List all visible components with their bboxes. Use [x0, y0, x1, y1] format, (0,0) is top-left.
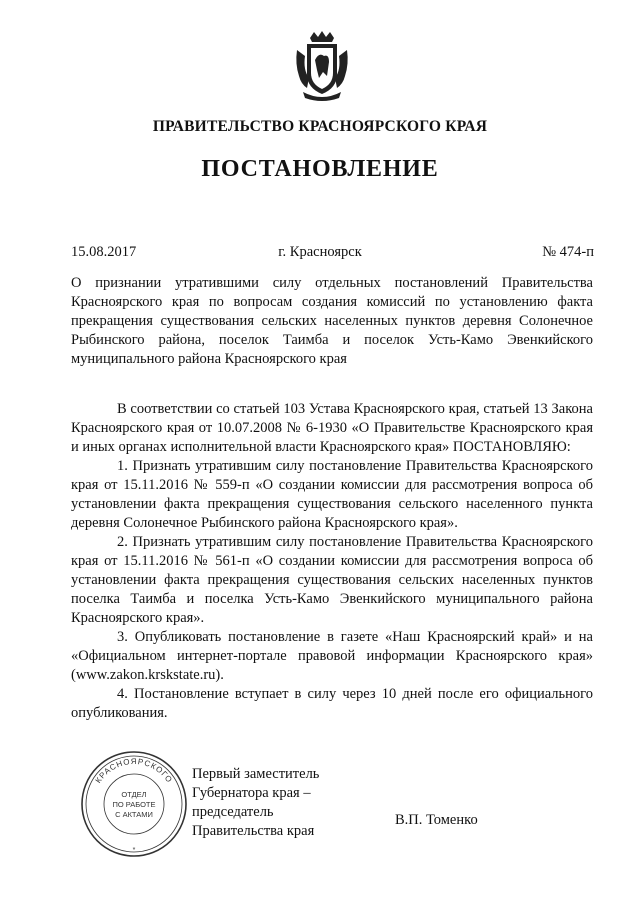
signatory-position — [192, 765, 319, 841]
svg-text:*: * — [132, 847, 136, 854]
signatory-position-line-2: Губернатора края – — [192, 785, 311, 801]
document-type-title: ПОСТАНОВЛЕНИЕ — [201, 156, 439, 182]
body-paragraph-item-2: 2. Признать утратившим силу постановление Правительства Красноярского края от 15.11.2016 № 561-п «О создании комиссии для рассмотрения вопроса об установлении факта прекращения существования сельских населенных пунктов поселка Таимба и поселка Усть-Камо Эвенкийского муниципального района Красноярского края». — [71, 534, 593, 626]
document-body — [71, 400, 593, 723]
government-name: ПРАВИТЕЛЬСТВО КРАСНОЯРСКОГО КРАЯ — [152, 118, 488, 135]
signatory-position-line-1: Первый заместитель — [192, 766, 320, 782]
document-date: 15.08.2017 — [71, 244, 137, 260]
body-paragraph-item-3: 3. Опубликовать постановление в газете «Наш Красноярский край» и на «Официальном интернет-портале правовой информации Красноярского края» (www.zakon.krskstate.ru). — [71, 629, 593, 683]
coat-of-arms-emblem — [293, 30, 351, 102]
body-paragraph-item-4: 4. Постановление вступает в силу через 10 дней после его официального опубликования. — [71, 686, 593, 721]
stamp-line-2: ПО РАБОТЕ — [112, 800, 156, 809]
document-number: № 474-п — [542, 244, 594, 260]
signatory-position-line-3: председатель — [192, 804, 274, 820]
document-subject: О признании утратившими силу отдельных постановлений Правительства Красноярского края по вопросам создания комиссий по установлению факта прекращения существования сельских населенных пунктов деревня Солонечное Рыбинского района, поселок Таимба и поселок Усть-Камо Эвенкийского муниципального района Красноярского края — [71, 275, 593, 367]
body-paragraph-item-1: 1. Признать утратившим силу постановление Правительства Красноярского края от 15.11.2016 № 559-п «О создании комиссии для рассмотрения вопроса об установлении факта прекращения существования сельского населенного пункта деревня Солонечное Рыбинского района Красноярского края». — [71, 458, 593, 531]
office-stamp — [78, 748, 190, 860]
signatory-name: В.П. Томенко — [395, 812, 478, 828]
stamp-line-1: ОТДЕЛ — [121, 790, 147, 799]
body-paragraph-preamble: В соответствии со статьей 103 Устава Красноярского края, статьей 13 Закона Красноярского края от 10.07.2008 № 6-1930 «О Правительстве Красноярского края и иных органах исполнительной власти Красноярского края» ПОСТАНОВЛЯЮ: — [71, 401, 593, 455]
signatory-position-line-4: Правительства края — [192, 823, 315, 839]
stamp-line-3: С АКТАМИ — [115, 810, 153, 819]
stamp-outer-text: КРАСНОЯРСКОГО — [93, 756, 175, 785]
document-city: г. Красноярск — [278, 244, 362, 260]
